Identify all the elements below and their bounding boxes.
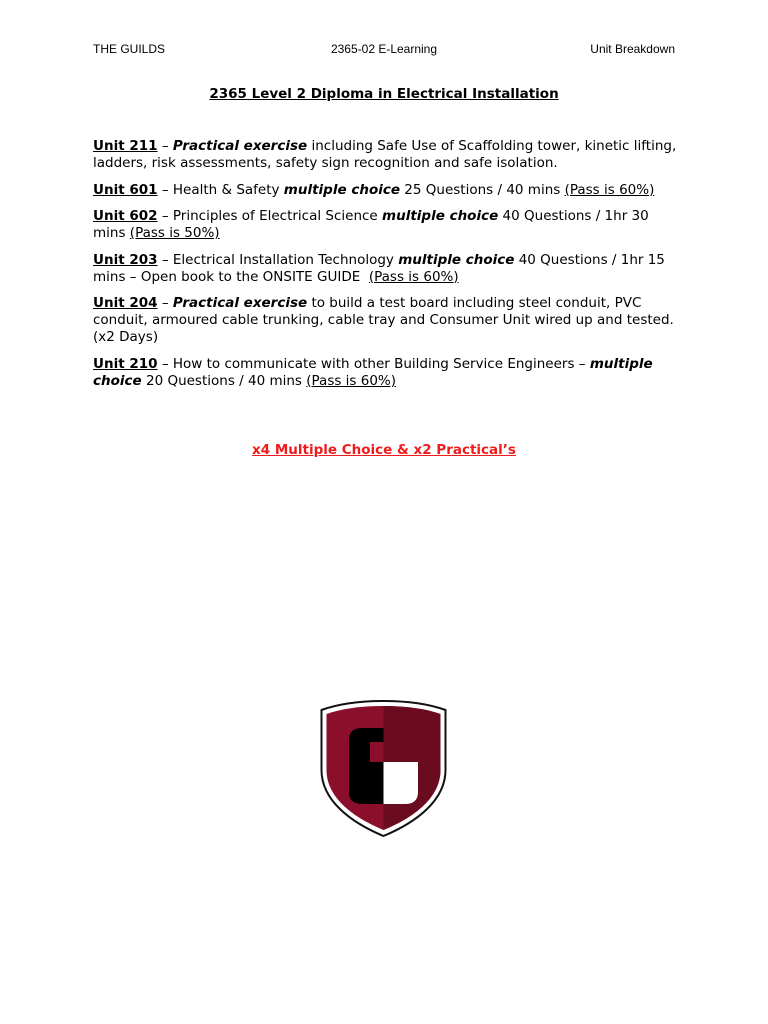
unit-203-assessment-type: multiple choice: [398, 251, 515, 268]
header-right-text: Unit Breakdown: [590, 42, 675, 56]
unit-210-details: 20 Questions / 40 mins: [141, 372, 307, 389]
unit-203-pass-mark: (Pass is 60%): [368, 268, 459, 285]
unit-601-details: 25 Questions / 40 mins: [400, 181, 565, 198]
unit-203-label: Unit 203: [93, 251, 158, 268]
unit-601-paragraph: [93, 182, 678, 199]
assessment-summary: x4 Multiple Choice & x2 Practical’s: [252, 442, 516, 458]
document-title: 2365 Level 2 Diploma in Electrical Installation: [209, 86, 559, 102]
unit-204-label: Unit 204: [93, 295, 158, 311]
header-center-text: 2365-02 E-Learning: [330, 42, 438, 56]
unit-601-label: Unit 601: [93, 181, 158, 198]
unit-210-label: Unit 210: [93, 355, 158, 372]
page-header: [93, 42, 675, 60]
unit-602-subject: – Principles of Electrical Science: [157, 208, 383, 224]
unit-602-assessment-type: multiple choice: [382, 208, 499, 224]
unit-211-separator: –: [157, 138, 173, 154]
unit-210-assessment-type: multiple choice: [93, 355, 653, 389]
unit-602-paragraph: [93, 208, 678, 242]
unit-601-assessment-type: multiple choice: [283, 181, 401, 198]
unit-211-assessment-type: Practical exercise: [172, 138, 308, 154]
unit-list: [93, 138, 678, 399]
unit-210-paragraph: [93, 356, 678, 390]
unit-203-subject: – Electrical Installation Technology: [157, 251, 399, 268]
unit-601-subject: – Health & Safety: [157, 181, 284, 198]
unit-211-paragraph: [93, 138, 678, 172]
unit-204-assessment-type: Practical exercise: [172, 295, 308, 311]
unit-204-separator: –: [157, 295, 173, 311]
unit-203-details: 40 Questions / 1hr 15 mins – Open book to the ONSITE GUIDE: [93, 251, 670, 285]
unit-601-pass-mark: (Pass is 60%): [564, 181, 655, 198]
header-left-text: THE GUILDS: [93, 42, 166, 56]
unit-602-label: Unit 602: [93, 208, 158, 224]
unit-602-pass-mark: (Pass is 50%): [129, 225, 220, 241]
unit-210-pass-mark: (Pass is 60%): [306, 372, 397, 389]
unit-203-paragraph: [93, 252, 678, 286]
g-shield-logo-icon: [320, 700, 447, 837]
unit-204-description: to build a test board including steel conduit, PVC conduit, armoured cable trunking, cable tray and Consumer Unit wired up and tested. (x2 Days): [93, 295, 674, 345]
unit-602-details: 40 Questions / 1hr 30 mins: [93, 208, 649, 241]
unit-210-subject: – How to communicate with other Building Service Engineers –: [157, 355, 590, 372]
unit-211-label: Unit 211: [93, 138, 158, 154]
unit-204-paragraph: [93, 295, 678, 346]
unit-211-description: including Safe Use of Scaffolding tower, kinetic lifting, ladders, risk assessments, safety sign recognition and safe isolation.: [93, 138, 677, 171]
